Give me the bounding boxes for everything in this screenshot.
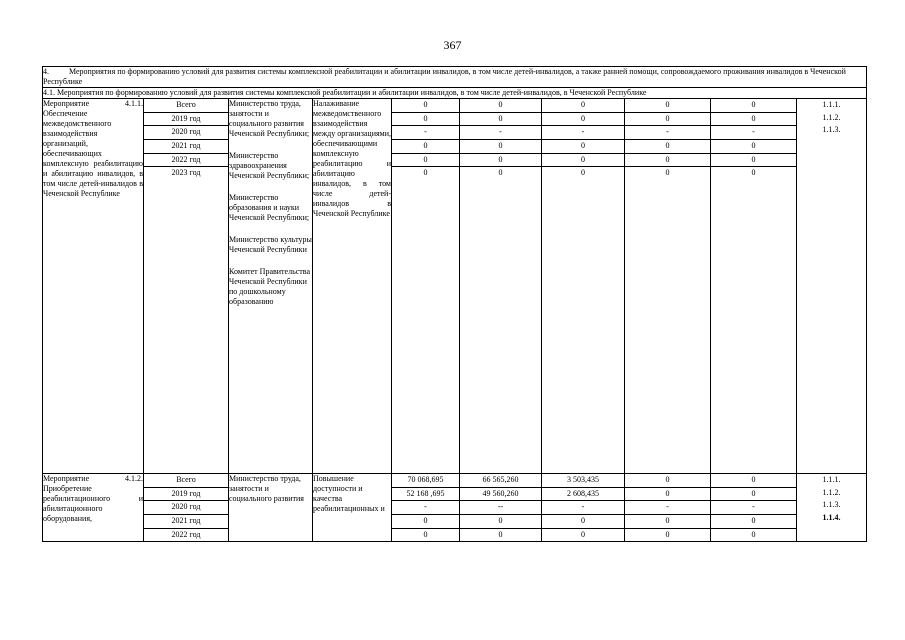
value-cell: 49 560,260 xyxy=(460,488,541,502)
value-cell: 0 xyxy=(392,140,459,154)
subsection-header-row xyxy=(43,88,867,99)
value-column-1 xyxy=(392,474,460,542)
value-cell: 0 xyxy=(625,515,710,529)
executor: Министерство здравоохранения Чеченской Республики; xyxy=(229,151,310,180)
period-label: 2021 год xyxy=(144,515,228,529)
value-cell: 0 xyxy=(460,154,541,168)
value-cell: 0 xyxy=(581,529,585,539)
value-cell: 0 xyxy=(498,529,503,539)
value-cell: - xyxy=(711,126,796,140)
value-cell: 0 xyxy=(711,113,796,127)
value-column-2 xyxy=(460,99,542,474)
expected-result: Налаживание межведомственного взаимодействия между организациями, обеспечивающими комплексную реабилитацию и абилитацию инвалидов, в том числе детей-инвалидов в Чеченской Республике xyxy=(313,99,392,474)
value-cell: 0 xyxy=(711,140,796,154)
value-cell: 0 xyxy=(542,140,624,154)
executor: Министерство труда, занятости и социального развития Чеченской Республики; xyxy=(229,99,310,138)
indicator: 1.1.2. xyxy=(822,112,841,122)
period-label: 2019 год xyxy=(144,488,228,502)
value-cell: 3 503,435 xyxy=(542,474,624,488)
period-cell xyxy=(144,474,229,542)
value-cell: 70 068,695 xyxy=(392,474,459,488)
value-cell: - xyxy=(711,501,796,515)
indicators-cell xyxy=(797,474,867,542)
executors-cell xyxy=(229,99,313,474)
measure-name: Мероприятие 4.1.1. Обеспечение межведомственного взаимодействия организаций, обеспечивающих комплексную реабилитацию и абилитацию инвалидов, в том числе детей-инвалидов в Чеченской Республике xyxy=(43,99,144,474)
indicator: 1.1.1. xyxy=(822,475,841,484)
program-measures-table xyxy=(42,66,867,542)
period-label: 2019 год xyxy=(144,113,228,127)
value-cell: 0 xyxy=(542,113,624,127)
value-cell: 0 xyxy=(392,154,459,168)
value-cell: 0 xyxy=(665,529,670,539)
indicator: 1.1.3. xyxy=(822,500,841,510)
measure-row xyxy=(43,474,867,542)
period-cell xyxy=(144,99,229,474)
value-cell: - xyxy=(460,126,541,140)
period-label: 2020 год xyxy=(144,501,228,515)
value-cell: 0 xyxy=(460,515,541,529)
value-cell: 0 xyxy=(625,474,710,488)
value-cell: 0 xyxy=(392,515,459,529)
value-cell: 0 xyxy=(581,168,585,178)
period-label: 2021 год xyxy=(144,140,228,154)
page-number: 367 xyxy=(443,38,462,52)
period-label: 2023 год xyxy=(171,168,201,178)
value-cell: - xyxy=(625,126,710,140)
value-cell: - xyxy=(392,501,459,515)
section-title-cell xyxy=(43,67,867,88)
value-cell: 0 xyxy=(625,488,710,502)
indicator: 1.1.4. xyxy=(822,513,841,523)
value-cell: 0 xyxy=(625,154,710,168)
executor: Комитет Правительства Чеченской Республики по дошкольному образованию xyxy=(229,267,311,306)
period-label: Всего xyxy=(144,99,228,113)
value-column-5 xyxy=(711,474,797,542)
period-label: 2020 год xyxy=(144,126,228,140)
value-column-4 xyxy=(625,99,711,474)
value-cell: - xyxy=(392,126,459,140)
value-column-3 xyxy=(542,474,625,542)
executor: Министерство культуры Чеченской Республики xyxy=(229,235,312,254)
value-column-2 xyxy=(460,474,542,542)
value-cell: 0 xyxy=(392,113,459,127)
value-cell: 66 565,260 xyxy=(460,474,541,488)
value-cell: 0 xyxy=(423,529,428,539)
value-cell: 2 608,435 xyxy=(542,488,624,502)
value-cell: 0 xyxy=(460,99,541,113)
executor: Министерство образования и науки Чеченской Республики; xyxy=(229,193,310,222)
indicators-cell xyxy=(797,99,867,474)
section-header-row xyxy=(43,67,867,88)
period-label: Всего xyxy=(144,474,228,488)
executors-cell xyxy=(229,474,313,542)
measure-row xyxy=(43,99,867,474)
value-cell: 0 xyxy=(711,488,796,502)
indicator: 1.1.2. xyxy=(822,487,841,497)
value-cell: 0 xyxy=(711,99,796,113)
value-cell: 52 168 ,695 xyxy=(392,488,459,502)
section-title: Мероприятия по формированию условий для развития системы комплексной реабилитации и абилитации инвалидов, в том числе детей-инвалидов, а также ранней помощи, сопровождаемого проживания инвалидов в Чеченской Республике xyxy=(43,67,846,86)
value-cell: 0 xyxy=(625,113,710,127)
value-cell: 0 xyxy=(711,154,796,168)
value-cell: 0 xyxy=(625,99,710,113)
value-cell: - xyxy=(542,126,624,140)
value-cell: 0 xyxy=(665,168,670,178)
executor: Министерство труда, занятости и социального развития xyxy=(229,474,304,503)
period-label: 2022 год xyxy=(171,529,201,539)
value-column-5 xyxy=(711,99,797,474)
expected-result: Повышение доступности и качества реабилитационных и xyxy=(313,474,392,542)
subsection-title: 4.1. Мероприятия по формированию условий для развития системы комплексной реабилитации и абилитации инвалидов, в том числе детей-инвалидов, в Чеченской Республике xyxy=(43,88,867,99)
value-column-4 xyxy=(625,474,711,542)
value-cell: 0 xyxy=(751,529,756,539)
period-label: 2022 год xyxy=(144,154,228,168)
value-cell: - xyxy=(542,501,624,515)
value-cell: 0 xyxy=(625,140,710,154)
value-cell: 0 xyxy=(423,168,428,178)
value-cell: 0 xyxy=(460,113,541,127)
value-cell: 0 xyxy=(460,140,541,154)
value-cell: 0 xyxy=(498,168,503,178)
value-cell: - xyxy=(625,501,710,515)
value-cell: 0 xyxy=(711,515,796,529)
measure-name: Мероприятие 4.1.2. Приобретение реабилитационного и абилитационного оборудования, xyxy=(43,474,144,542)
section-number: 4. xyxy=(43,67,49,76)
value-column-1 xyxy=(392,99,460,474)
value-cell: 0 xyxy=(392,99,459,113)
value-cell: 0 xyxy=(542,99,624,113)
value-cell: 0 xyxy=(711,474,796,488)
indicator: 1.1.3. xyxy=(822,125,841,135)
value-cell: 0 xyxy=(542,154,624,168)
value-cell: 0 xyxy=(542,515,624,529)
value-cell: -- xyxy=(460,501,541,515)
indicator: 1.1.1. xyxy=(822,100,841,109)
value-column-3 xyxy=(542,99,625,474)
value-cell: 0 xyxy=(751,168,756,178)
